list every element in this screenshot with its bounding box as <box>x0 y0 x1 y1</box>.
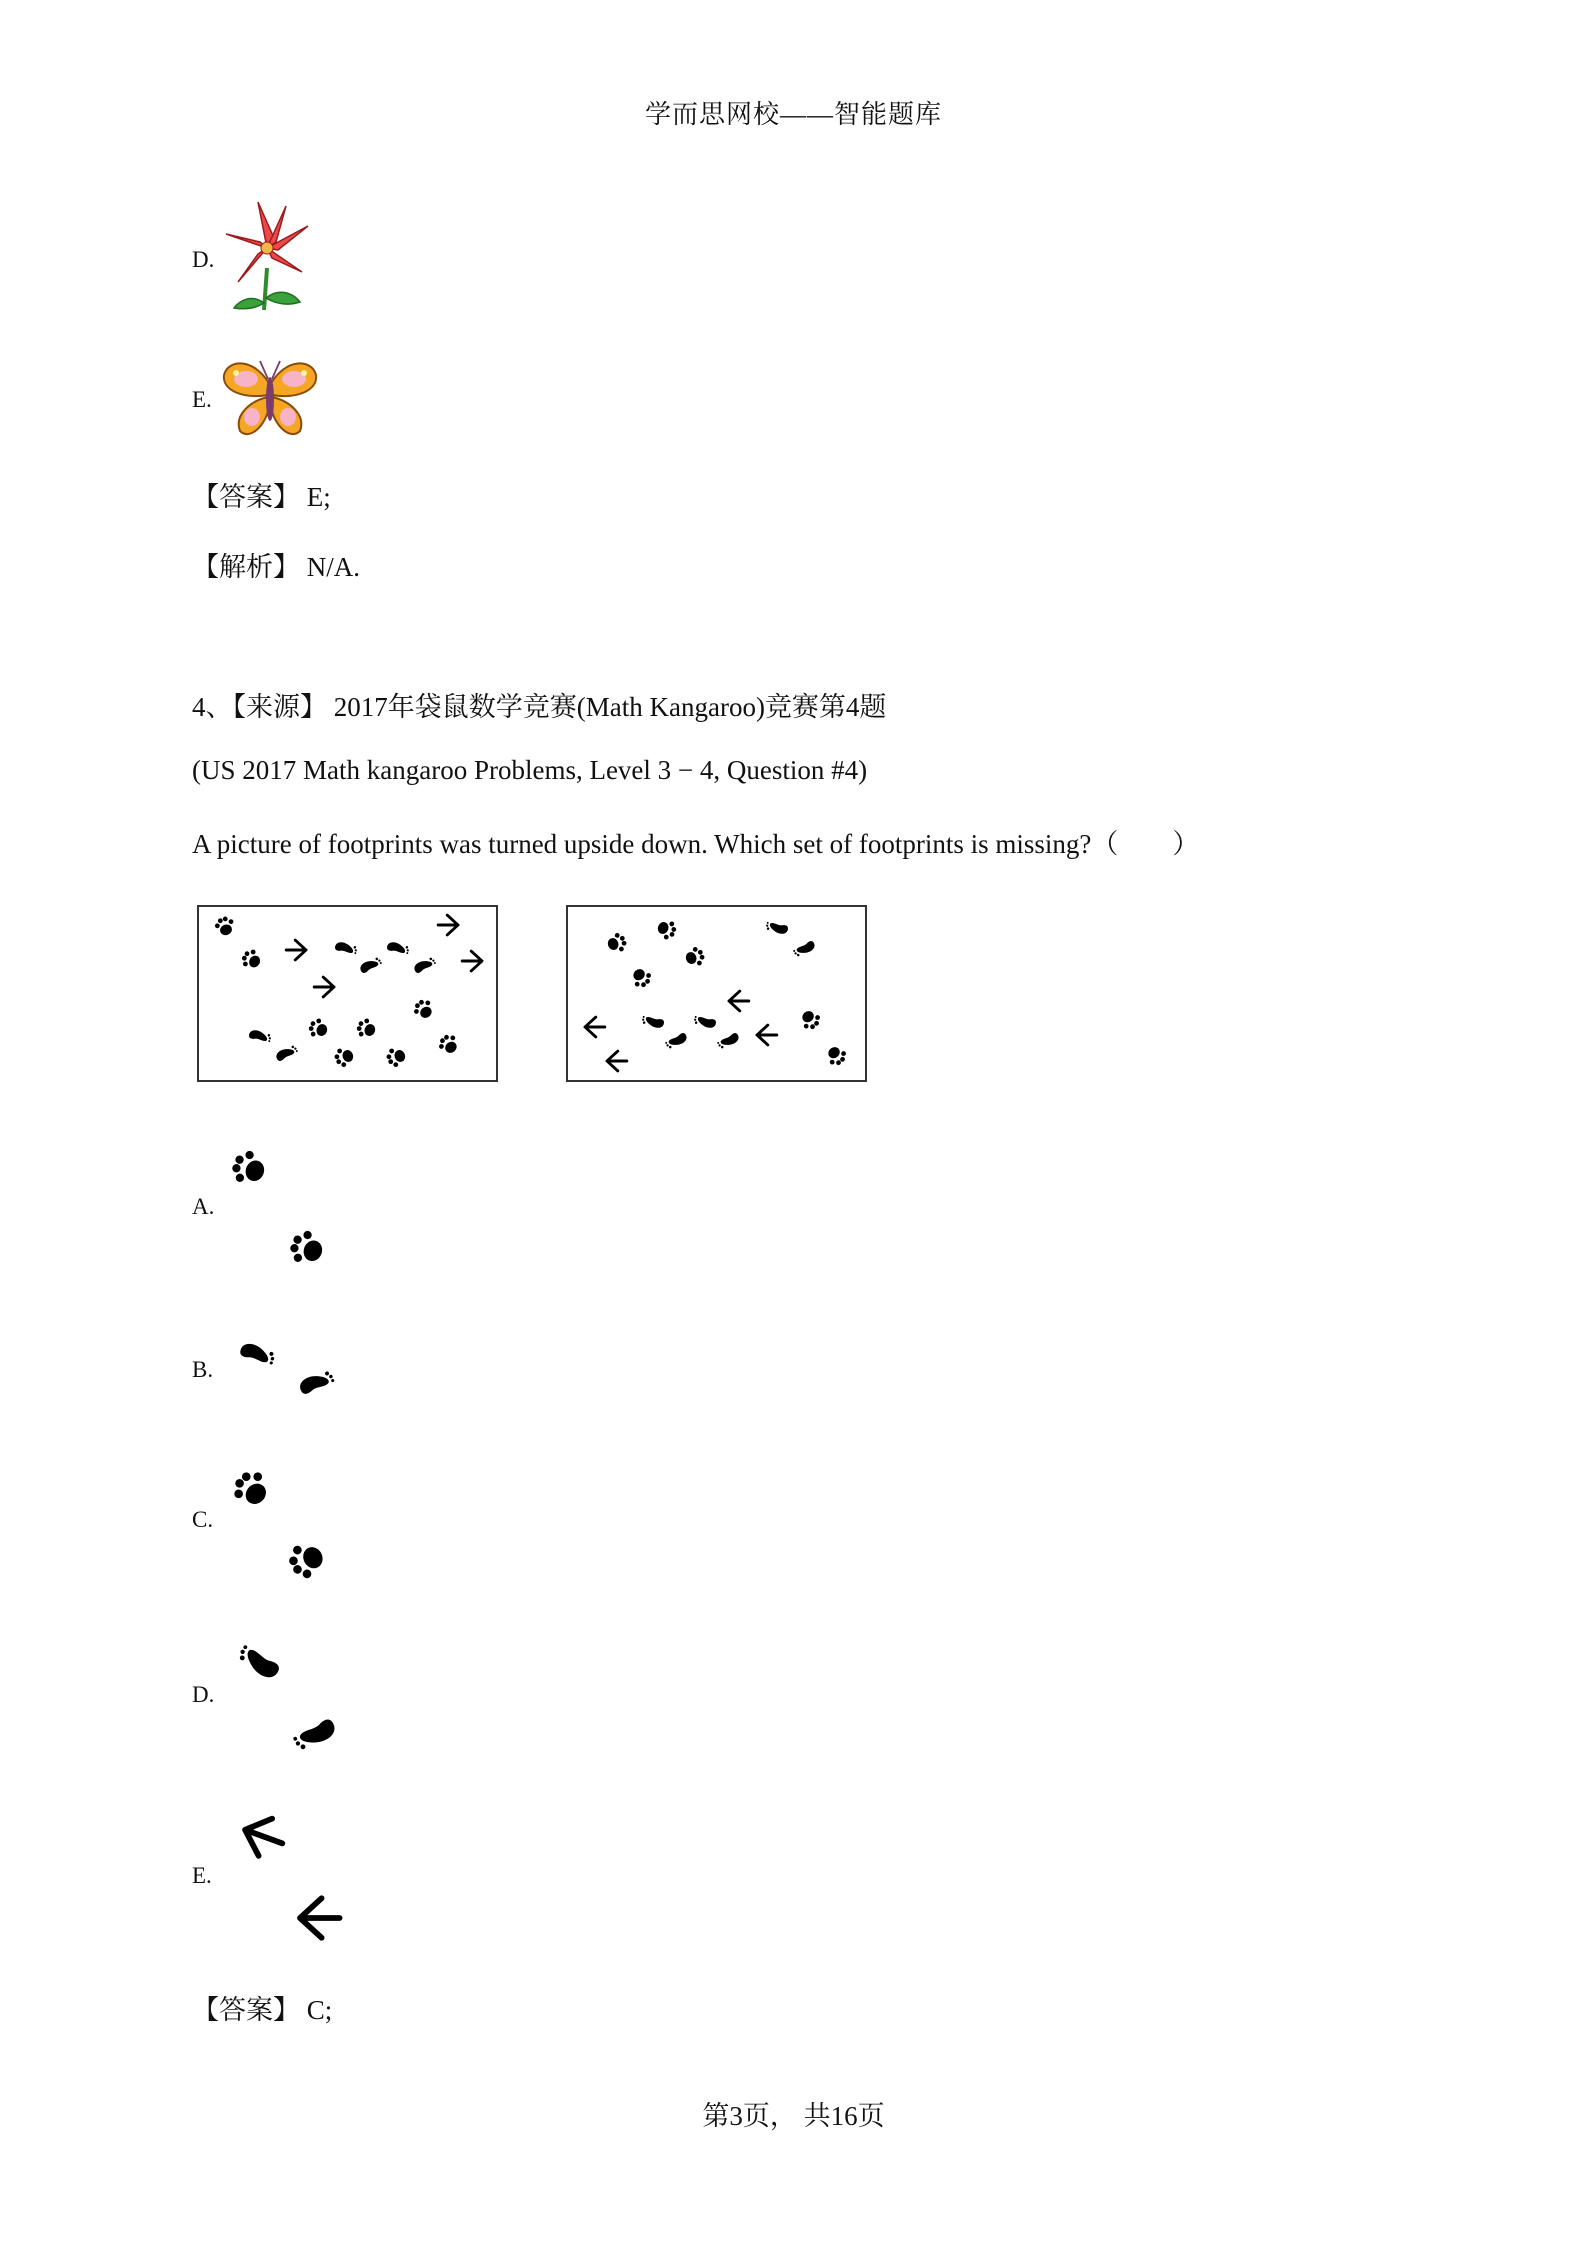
option-e-label: E. <box>192 387 212 412</box>
footprints-picture-upside-down <box>566 905 868 1083</box>
option-e-label-q4: E. <box>192 1863 212 1888</box>
answer-value-q4: C; <box>306 1995 333 2025</box>
answer-line-q4 <box>192 1988 332 2027</box>
question-number: 4、 <box>192 692 233 722</box>
option-a-label: A. <box>192 1194 215 1219</box>
analysis-label: 【解析】 <box>192 552 300 582</box>
analysis-value: N/A. <box>306 552 360 582</box>
answer-line-previous <box>192 475 331 514</box>
human-footprints-pair-large <box>222 1635 362 1765</box>
answer-value: E; <box>306 482 331 512</box>
option-d-label: D. <box>192 247 215 272</box>
answer-label-q4: 【答案】 <box>192 1995 300 2025</box>
footprints-picture-original <box>197 905 499 1083</box>
human-footprints-pair <box>228 1330 348 1400</box>
source-label: 【来源】 <box>232 692 327 722</box>
flower-illustration <box>222 198 312 318</box>
source-text: 2017年袋鼠数学竞赛(Math Kangaroo)竞赛第4题 <box>333 692 887 722</box>
bird-prints-pair <box>228 1800 358 1950</box>
analysis-line <box>192 545 360 584</box>
question-subtitle: (US 2017 Math kangaroo Problems, Level 3 − 4, Question #4) <box>192 755 868 785</box>
option-d-label-q4: D. <box>192 1682 215 1707</box>
paw-prints-pair <box>228 1135 348 1285</box>
paw-prints-pair-alt <box>222 1460 352 1590</box>
option-c-label: C. <box>192 1507 214 1532</box>
option-b-label: B. <box>192 1357 214 1382</box>
page-header-title: 学而思网校——智能题库 <box>644 100 942 129</box>
answer-label: 【答案】 <box>192 482 300 512</box>
butterfly-illustration <box>220 355 320 441</box>
question-source-line <box>192 685 886 724</box>
question-prompt: A picture of footprints was turned upside down. Which set of footprints is missing?（ ） <box>192 829 1200 859</box>
page-footer: 第3页， 共16页 <box>702 2101 885 2131</box>
